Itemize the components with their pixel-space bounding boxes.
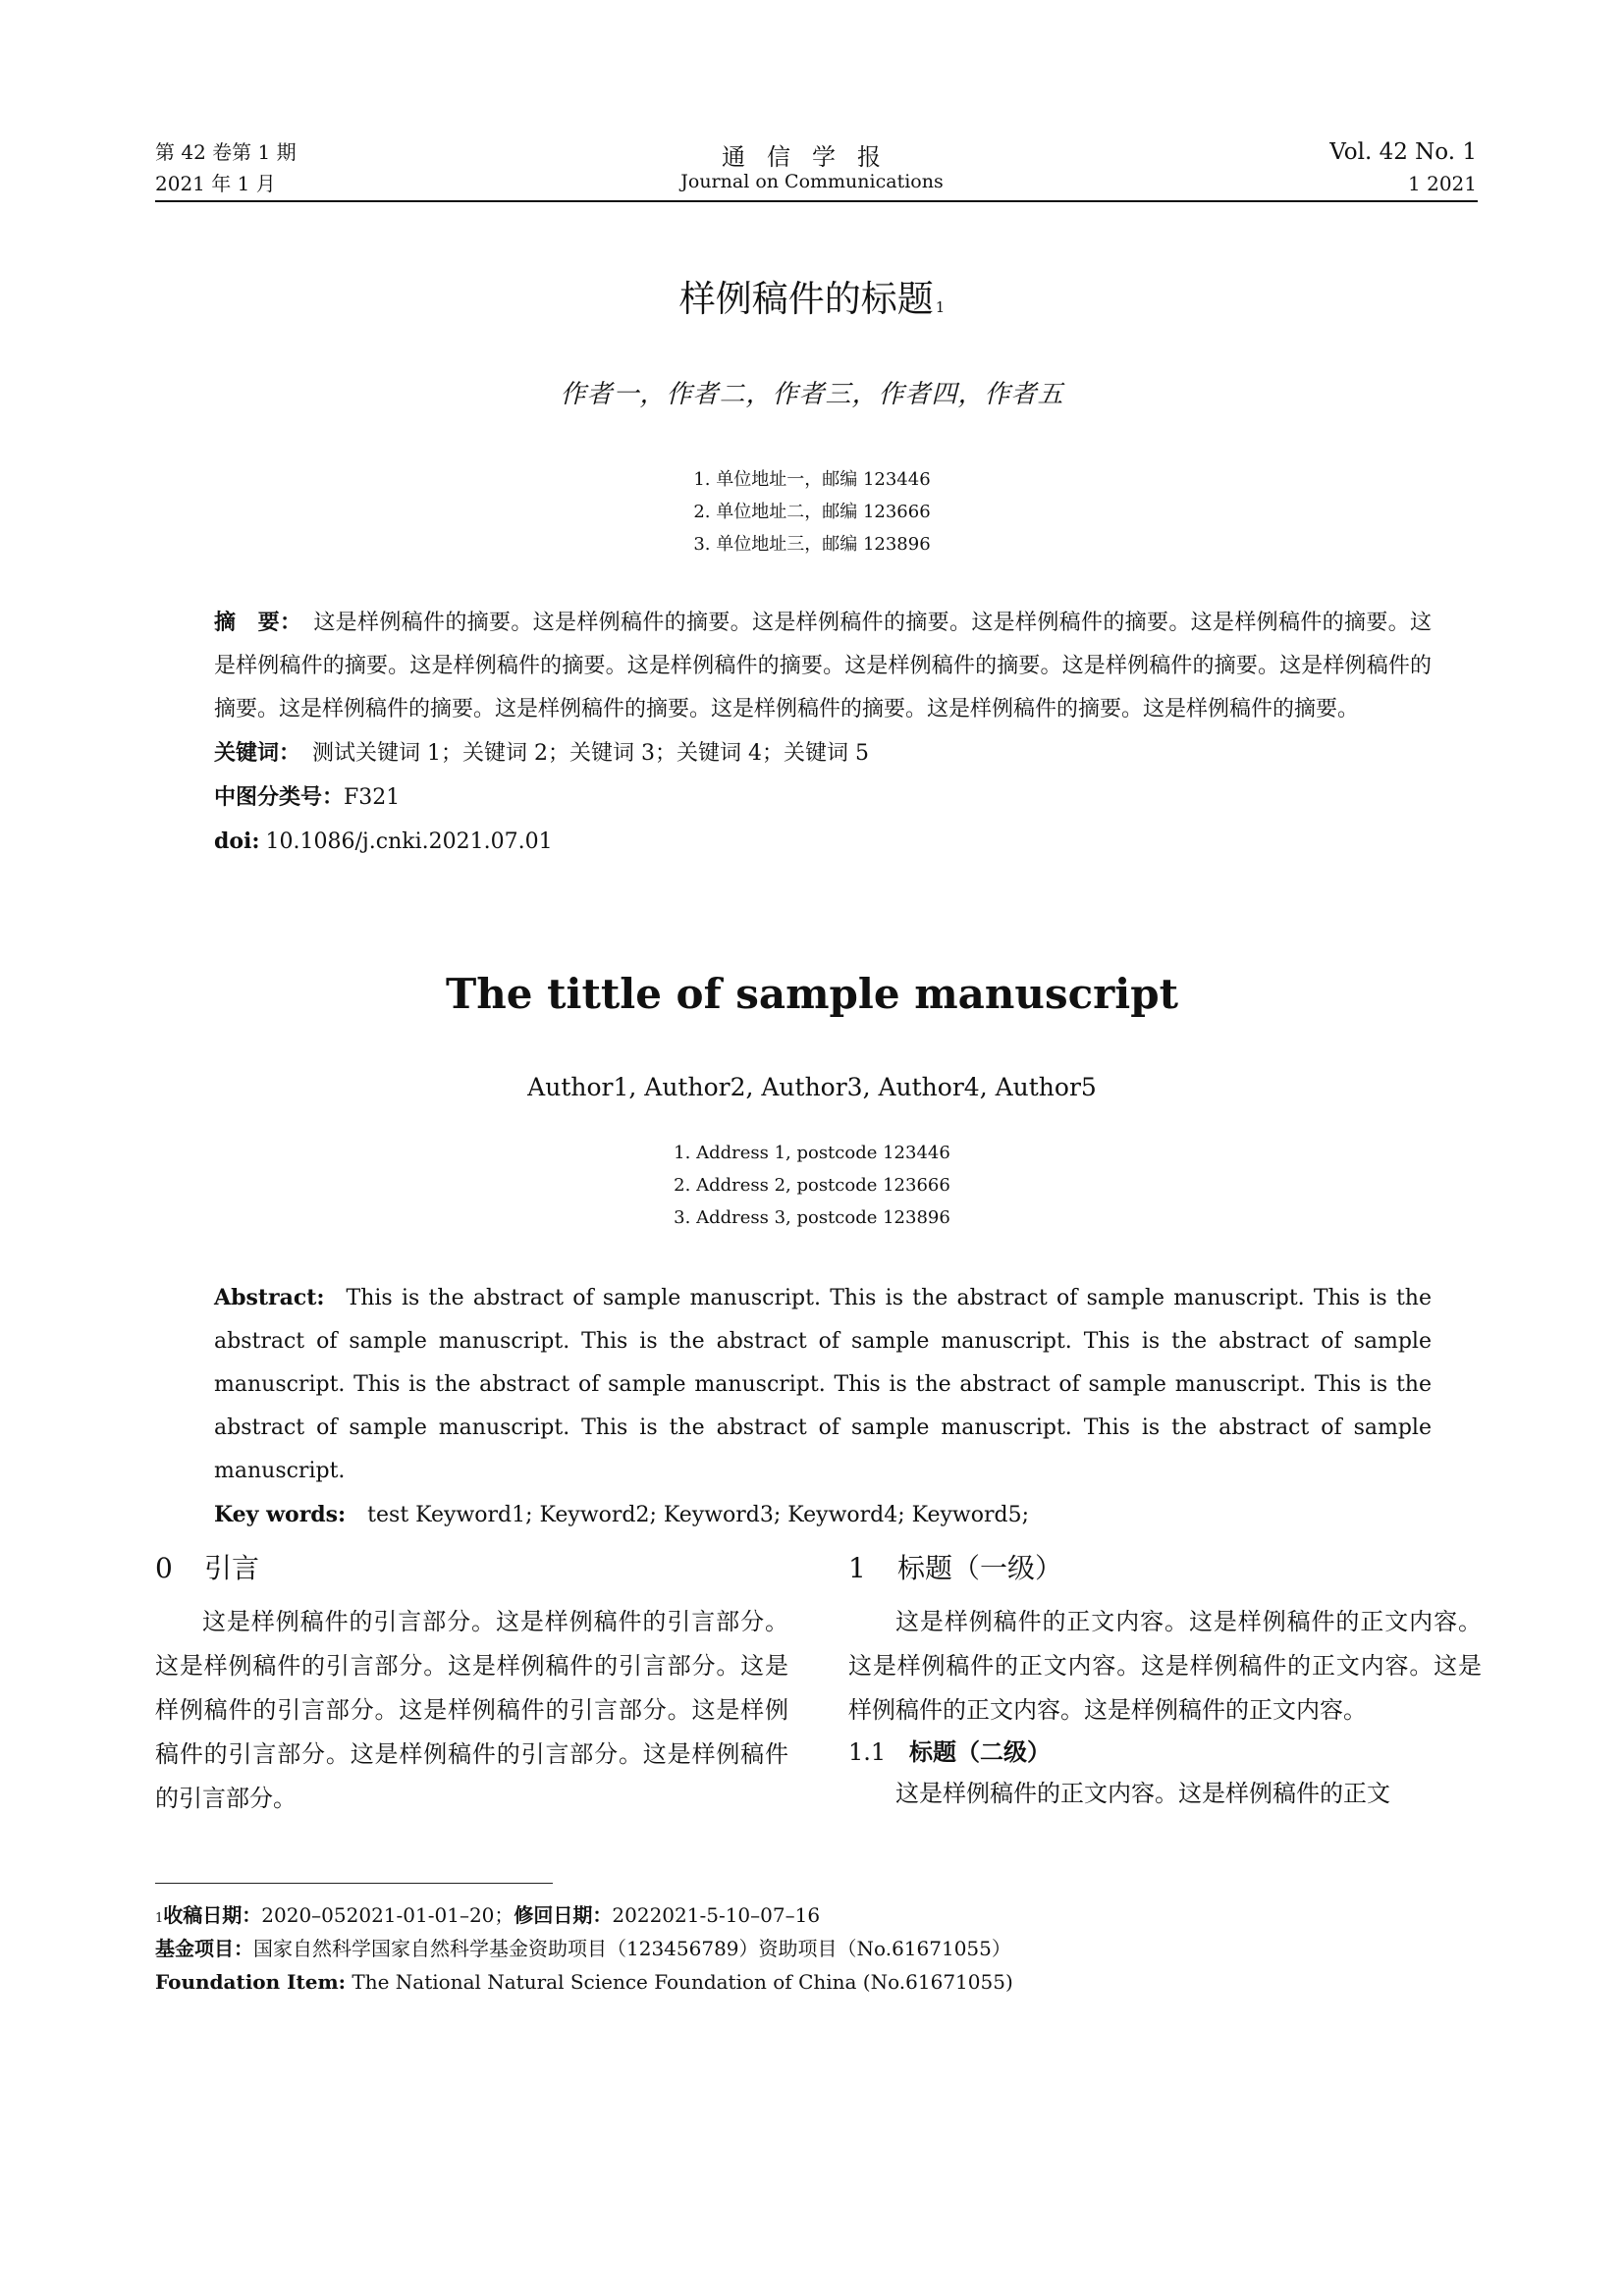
header-issue-cn: 第 42 卷第 1 期 bbox=[155, 140, 297, 164]
clc-label: 中图分类号： bbox=[214, 784, 345, 810]
journal-name-en: Journal on Communications bbox=[680, 171, 944, 192]
section-title: 标题（一级） bbox=[897, 1552, 1063, 1584]
abstract-cn bbox=[214, 601, 1432, 864]
journal-name-cn: 通信学报 bbox=[722, 143, 902, 171]
intro-paragraph: 这是样例稿件的引言部分。这是样例稿件的引言部分。这是样例稿件的引言部分。这是样例稿件的引言部分。这是样例稿件的引言部分。这是样例稿件的引言部分。这是样例稿件的引言部分。这是样例稿件的引言部分。这是样例稿件的引言部分。 bbox=[155, 1608, 788, 1812]
revised-label: 修回日期： bbox=[514, 1903, 613, 1927]
doi-text: 10.1086/j.cnki.2021.07.01 bbox=[265, 829, 553, 854]
abstract-cn-text: 这是样例稿件的摘要。这是样例稿件的摘要。这是样例稿件的摘要。这是样例稿件的摘要。这是样例稿件的摘要。这是样例稿件的摘要。这是样例稿件的摘要。这是样例稿件的摘要。这是样例稿件的摘要。这是样例稿件的摘要。这是样例稿件的摘要。这是样例稿件的摘要。这是样例稿件的摘要。这是样例稿件的摘要。这是样例稿件的摘要。这是样例稿件的摘要。 bbox=[214, 611, 1432, 721]
header-date-cn: 2021 年 1 月 bbox=[155, 172, 276, 195]
keywords-cn-label: 关键词： bbox=[214, 740, 301, 766]
affiliation-cn-1: 1. 单位地址一，邮编 123446 bbox=[693, 469, 931, 490]
abstract-en-text: This is the abstract of sample manuscript. This is the abstract of sample manuscript. This is the abstract of sample manuscript. This is the abstract of sample manuscript. This is the abstract of sample manuscript. This is the abstract of sample manuscript. This is the abstract of sample manuscript. This is the abstract of sample manuscript. This is the abstract of sample manuscript. This is the abstract of sample manuscript. bbox=[214, 1286, 1432, 1483]
author-list-cn: 作者一，作者二，作者三，作者四，作者五 bbox=[560, 380, 1064, 409]
subsection-number: 1.1 bbox=[848, 1738, 887, 1766]
received-label: 收稿日期： bbox=[163, 1903, 262, 1927]
abstract-cn-paragraph bbox=[214, 601, 1432, 731]
author-list-en: Author1, Author2, Author3, Author4, Author5 bbox=[527, 1073, 1097, 1101]
revised-date: 2022021-5-10–07–16 bbox=[612, 1903, 821, 1927]
affiliation-en-2: 2. Address 2, postcode 123666 bbox=[674, 1175, 950, 1196]
doi-label: doi: bbox=[214, 828, 260, 854]
section-number: 1 bbox=[848, 1552, 866, 1584]
footnote-fund-en bbox=[155, 1965, 1013, 1999]
affiliation-en-1: 1. Address 1, postcode 123446 bbox=[674, 1143, 950, 1163]
fund-label: 基金项目： bbox=[155, 1937, 253, 1960]
paper-title-cn: 样例稿件的标题 $^1$ bbox=[678, 278, 946, 320]
doi bbox=[214, 820, 1432, 864]
footnote-fund-cn bbox=[155, 1932, 1011, 1965]
section-heading-1 bbox=[848, 1547, 1482, 1590]
section-title: 引言 bbox=[204, 1552, 260, 1584]
keywords-cn-text: 测试关键词 1；关键词 2；关键词 3；关键词 4；关键词 5 bbox=[312, 741, 869, 766]
section-heading-intro bbox=[155, 1547, 788, 1590]
abstract-cn-label: 摘 要： bbox=[214, 610, 302, 635]
fund-en-text: The National Natural Science Foundation of China (No.61671055) bbox=[352, 1970, 1013, 1994]
section-1 bbox=[848, 1547, 1482, 1816]
received-date: 2020–052021-01-01–20； bbox=[261, 1903, 514, 1927]
abstract-en bbox=[214, 1276, 1432, 1537]
keywords-en bbox=[214, 1493, 1432, 1537]
paper-title-en: The tittle of sample manuscript bbox=[445, 970, 1179, 1018]
affiliation-cn-2: 2. 单位地址二，邮编 123666 bbox=[693, 502, 931, 522]
footnote-mark: 1 bbox=[155, 1911, 164, 1926]
title-footnote-mark: 1 bbox=[935, 298, 946, 316]
subsection-heading-1-1 bbox=[848, 1733, 1482, 1772]
clc-text: F321 bbox=[344, 785, 401, 810]
fund-text: 国家自然科学国家自然科学基金资助项目（123456789）资助项目（No.61671055） bbox=[253, 1937, 1011, 1960]
affiliation-en-3: 3. Address 3, postcode 123896 bbox=[674, 1207, 950, 1228]
keywords-cn bbox=[214, 731, 1432, 775]
subsection-title: 标题（二级） bbox=[909, 1737, 1051, 1766]
keywords-en-text: test Keyword1; Keyword2; Keyword3; Keyword4; Keyword5; bbox=[367, 1503, 1030, 1527]
header-rule bbox=[155, 200, 1478, 202]
abstract-en-paragraph bbox=[214, 1276, 1432, 1493]
footnote-rule bbox=[155, 1883, 553, 1884]
affiliation-cn-3: 3. 单位地址三，邮编 123896 bbox=[693, 534, 931, 555]
fund-en-label: Foundation Item: bbox=[155, 1970, 347, 1994]
subsection-1-1-paragraph: 这是样例稿件的正文内容。这是样例稿件的正文 bbox=[895, 1780, 1390, 1807]
clc-number bbox=[214, 775, 1432, 820]
footnote-dates bbox=[155, 1898, 820, 1932]
section-number: 0 bbox=[155, 1552, 173, 1584]
header-date-en: 1 2021 bbox=[1408, 172, 1477, 195]
section-introduction bbox=[155, 1547, 788, 1821]
section-1-paragraph: 这是样例稿件的正文内容。这是样例稿件的正文内容。这是样例稿件的正文内容。这是样例稿件的正文内容。这是样例稿件的正文内容。这是样例稿件的正文内容。 bbox=[848, 1608, 1482, 1724]
keywords-en-label: Key words: bbox=[214, 1502, 347, 1527]
abstract-en-label: Abstract: bbox=[214, 1285, 325, 1310]
header-volume-en: Vol. 42 No. 1 bbox=[1329, 139, 1477, 165]
